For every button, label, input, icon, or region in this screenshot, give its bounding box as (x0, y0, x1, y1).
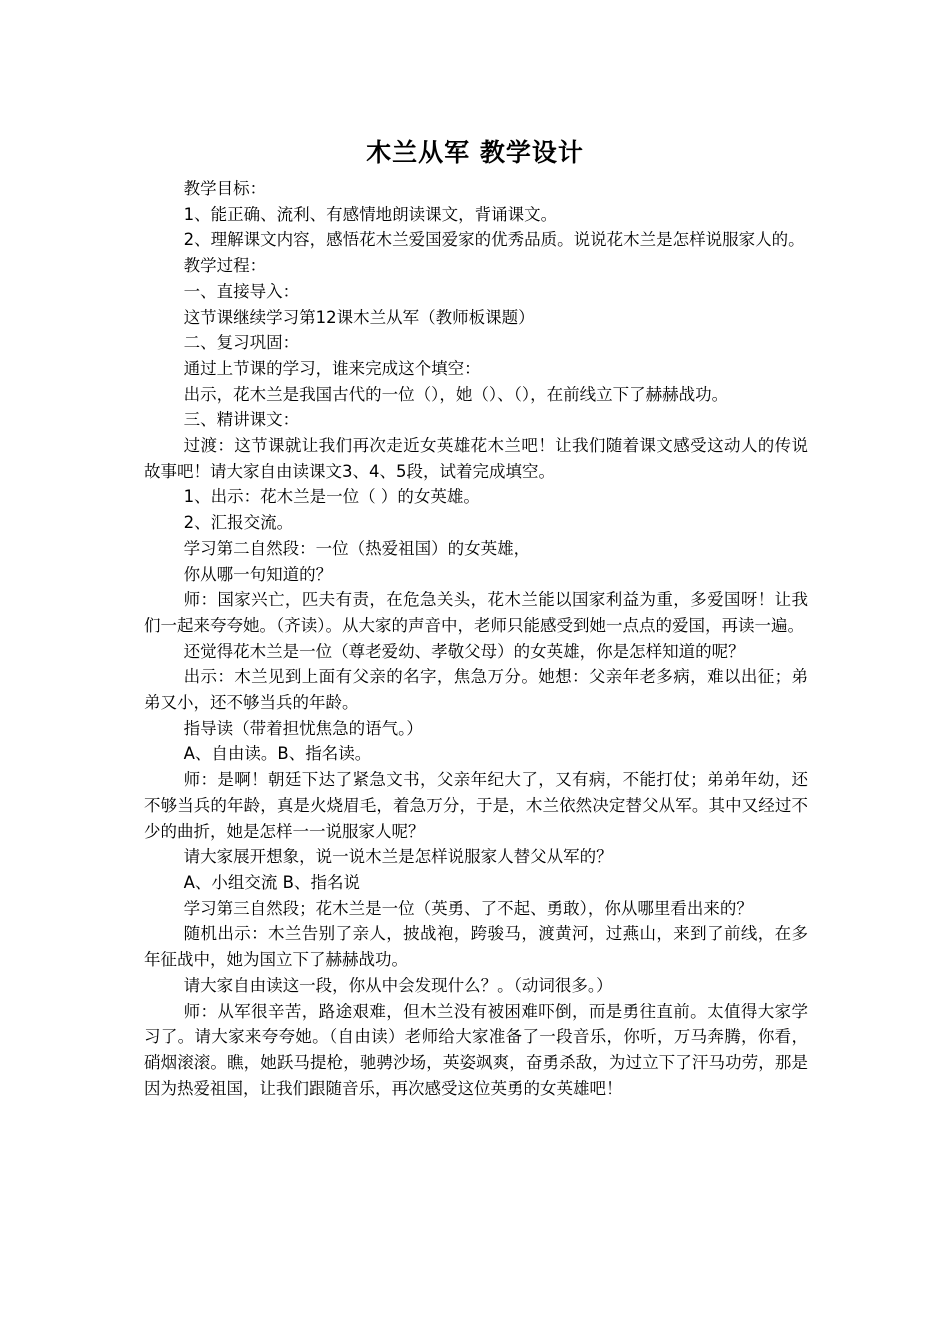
paragraph: 1、出示：花木兰是一位（ ）的女英雄。 (183, 487, 480, 507)
paragraph: 通过上节课的学习，谁来完成这个填空： (183, 358, 481, 378)
section-heading: 三、精讲课文： (183, 410, 300, 430)
paragraph: 这节课继续学习第12课木兰从军（教师板课题） (183, 307, 535, 327)
paragraph: 学习第二自然段：一位（热爱祖国）的女英雄， (183, 538, 531, 558)
paragraph: 1、能正确、流利、有感情地朗读课文，背诵课文。 (183, 204, 558, 224)
paragraph: 师：国家兴亡，匹夫有责，在危急关头，花木兰能以国家利益为重，多爱国呀！让我们一起来夸夸她。（齐读）。从大家的声音中，老师只能感受到她一点点的爱国，再读一遍。 (144, 590, 808, 635)
section-heading: 一、直接导入： (183, 281, 300, 301)
paragraph: 过渡：这节课就让我们再次走近女英雄花木兰吧！让我们随着课文感受这动人的传说故事吧！请大家自由读课文3、4、5段，试着完成填空。 (144, 436, 808, 481)
paragraph: 2、理解课文内容，感悟花木兰爱国爱家的优秀品质。说说花木兰是怎样说服家人的。 (183, 230, 805, 250)
paragraph: 出示，花木兰是我国古代的一位（），她（）、（），在前线立下了赫赫战功。 (183, 384, 729, 404)
paragraph: 学习第三自然段；花木兰是一位（英勇、了不起、勇敢），你从哪里看出来的？ (183, 898, 753, 918)
paragraph: 师：是啊！朝廷下达了紧急文书，父亲年纪大了，又有病，不能打仗；弟弟年幼，还不够当兵的年龄，真是火烧眉毛，着急万分，于是，木兰依然决定替父从军。其中又经过不少的曲折，她是怎样一一说服家人呢？ (144, 770, 808, 841)
paragraph: 你从哪一句知道的？ (183, 564, 333, 584)
paragraph: A、小组交流 B、指名说 (183, 872, 360, 892)
section-heading: 二、复习巩固： (183, 333, 300, 353)
paragraph: 请大家自由读这一段，你从中会发现什么？。（动词很多。） (183, 975, 613, 995)
paragraph: A、自由读。B、指名读。 (183, 744, 372, 764)
paragraph: 指导读（带着担忧焦急的语气。） (183, 718, 423, 738)
document-body (144, 176, 808, 1101)
document-title: 木兰从军 教学设计 (366, 138, 584, 167)
paragraph: 随机出示：木兰告别了亲人，披战袍，跨骏马，渡黄河，过燕山，来到了前线，在多年征战中，她为国立下了赫赫战功。 (144, 924, 808, 970)
paragraph-objectives-heading: 教学目标： (183, 179, 267, 198)
paragraph: 请大家展开想象，说一说木兰是怎样说服家人替父从军的？ (183, 847, 613, 867)
paragraph: 还觉得花木兰是一位（尊老爱幼、孝敬父母）的女英雄，你是怎样知道的呢？ (183, 641, 745, 661)
paragraph: 出示：木兰见到上面有父亲的名字，焦急万分。她想：父亲年老多病，难以出征；弟弟又小，还不够当兵的年龄。 (144, 667, 808, 713)
paragraph-process-heading: 教学过程： (183, 256, 267, 276)
paragraph: 师：从军很辛苦，路途艰难，但木兰没有被困难吓倒，而是勇往直前。太值得大家学习了。请大家来夸夸她。（自由读）老师给大家准备了一段音乐，你听，万马奔腾，你看，硝烟滚滚。瞧，她跃马提枪，驰骋沙场，英姿飒爽，奋勇杀敌，为过立下了汗马功劳，那是因为热爱祖国，让我们跟随音乐，再次感受这位英勇的女英雄吧！ (144, 1001, 808, 1098)
paragraph: 2、汇报交流。 (183, 513, 294, 533)
